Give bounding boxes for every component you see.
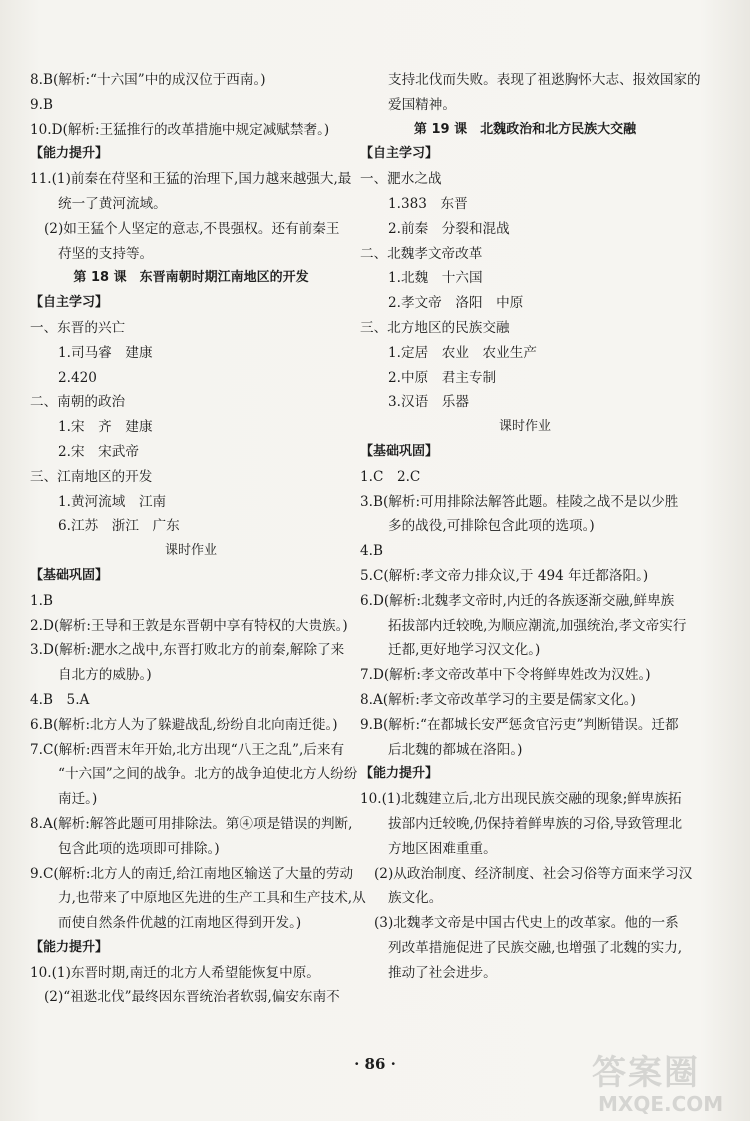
text-line: 6.D(解析:北魏孝文帝时,内迁的各族逐渐交融,鲜卑族 xyxy=(360,592,675,609)
text-line: 二、北魏孝文帝改革 xyxy=(360,245,483,262)
text-line: 2.前秦 分裂和混战 xyxy=(388,220,510,237)
section-heading: 【基础巩固】 xyxy=(30,567,109,583)
lesson-title: 第 19 课 北魏政治和北方民族大交融 xyxy=(413,121,637,137)
text-line: 3.B(解析:可用排除法解答此题。桂陵之战不是以少胜 xyxy=(360,493,679,510)
text-line: 族文化。 xyxy=(388,890,443,907)
text-line: 1.黄河流域 江南 xyxy=(58,493,167,510)
text-line: 苻坚的支持等。 xyxy=(58,245,154,262)
subsection-title: 课时作业 xyxy=(498,419,551,435)
text-line: “十六国”之间的战争。北方的战争迫使北方人纷纷 xyxy=(58,766,358,783)
text-line: 2.中原 君主专制 xyxy=(388,369,497,386)
text-line: 支持北伐而失败。表现了祖逖胸怀大志、报效国家的 xyxy=(388,72,701,88)
text-line: 2.孝文帝 洛阳 中原 xyxy=(388,295,524,312)
text-line: 南迁。) xyxy=(58,791,98,808)
subsection-title: 课时作业 xyxy=(164,543,217,559)
watermark-logo xyxy=(592,1053,742,1117)
text-line: 2.D(解析:王导和王敦是东晋朝中享有特权的大贵族。) xyxy=(30,617,348,634)
text-line: (3)北魏孝文帝是中国古代史上的改革家。他的一系 xyxy=(374,915,679,932)
text-line: 6.江苏 浙江 广东 xyxy=(58,518,180,535)
text-line: 9.B(解析:“在都城长安严惩贪官污吏”判断错误。迁都 xyxy=(360,716,679,733)
text-line: (2)从政治制度、经济制度、社会习俗等方面来学习汉 xyxy=(374,865,693,882)
right-column xyxy=(360,68,701,985)
text-line: 三、江南地区的开发 xyxy=(30,468,153,485)
text-line: 力,也带来了中原地区先进的生产工具和生产技术,从 xyxy=(58,890,366,907)
text-line: 6.B(解析:北方人为了躲避战乱,纷纷自北向南迁徙。) xyxy=(30,716,338,733)
text-line: 2.宋 宋武帝 xyxy=(58,443,139,460)
text-line: 2.420 xyxy=(58,369,97,386)
section-heading: 【自主学习】 xyxy=(360,146,439,162)
page-number: · 86 · xyxy=(354,1055,396,1073)
text-line: (2)“祖逖北伐”最终因东晋统治者软弱,偏安东南不 xyxy=(44,989,340,1006)
text-line: 7.D(解析:孝文帝改革中下令将鲜卑姓改为汉姓。) xyxy=(360,667,651,684)
text-line: 后北魏的都城在洛阳。) xyxy=(388,741,523,758)
text-line: 8.A(解析:孝文帝改革学习的主要是儒家文化。) xyxy=(360,691,636,708)
text-line: 三、北方地区的民族交融 xyxy=(360,319,510,336)
text-line: 1.司马睿 建康 xyxy=(58,344,153,361)
watermark-mark: 答案圈 xyxy=(592,1053,700,1093)
text-line: 推动了社会进步。 xyxy=(388,964,497,981)
text-line: 1.宋 齐 建康 xyxy=(58,419,153,436)
text-line: 1.定居 农业 农业生产 xyxy=(388,344,537,361)
section-heading: 【基础巩固】 xyxy=(360,443,439,459)
text-line: 10.(1)北魏建立后,北方出现民族交融的现象;鲜卑族拓 xyxy=(360,791,682,808)
text-line: 9.C(解析:北方人的南迁,给江南地区输送了大量的劳动 xyxy=(30,865,354,882)
text-line: 统一了黄河流域。 xyxy=(58,195,167,212)
text-line: 11.(1)前秦在苻坚和王猛的治理下,国力越来越强大,最 xyxy=(30,171,352,188)
text-line: 包含此项的选项即可排除。) xyxy=(58,840,220,857)
text-line: 9.B xyxy=(30,96,53,113)
text-line: 7.C(解析:西晋末年开始,北方出现“八王之乱”,后来有 xyxy=(30,741,345,758)
text-line: 拓拔部内迁较晚,为顺应潮流,加强统治,孝文帝实行 xyxy=(388,617,687,634)
text-line: 1.北魏 十六国 xyxy=(388,270,483,287)
text-line: 10.(1)东晋时期,南迁的北方人希望能恢复中原。 xyxy=(30,964,320,981)
text-line: 二、南朝的政治 xyxy=(30,394,126,411)
watermark-url: MXQE.COM xyxy=(598,1092,724,1116)
text-line: 一、淝水之战 xyxy=(360,171,442,188)
text-line: 1.B xyxy=(30,592,53,609)
left-column xyxy=(30,68,366,1010)
text-line: 3.汉语 乐器 xyxy=(388,394,469,411)
text-line: 10.D(解析:王猛推行的改革措施中规定减赋禁奢。) xyxy=(30,121,330,138)
section-heading: 【能力提升】 xyxy=(360,766,439,782)
text-line: (2)如王猛个人坚定的意志,不畏强权。还有前秦王 xyxy=(44,220,340,237)
text-line: 5.C(解析:孝文帝力排众议,于 494 年迁都洛阳。) xyxy=(360,567,649,584)
text-line: 方地区困难重重。 xyxy=(388,840,497,857)
text-line: 4.B xyxy=(360,543,383,560)
lesson-title: 第 18 课 东晋南朝时期江南地区的开发 xyxy=(73,270,309,286)
section-heading: 【能力提升】 xyxy=(30,146,109,162)
text-line: 一、东晋的兴亡 xyxy=(30,319,126,336)
text-line: 4.B 5.A xyxy=(30,691,90,708)
text-line: 1.C 2.C xyxy=(360,468,421,485)
text-line: 爱国精神。 xyxy=(388,96,456,113)
text-line: 迁都,更好地学习汉文化。) xyxy=(388,642,541,659)
text-line: 多的战役,可排除包含此项的选项。) xyxy=(388,518,595,535)
text-line: 而使自然条件优越的江南地区得到开发。) xyxy=(58,915,302,932)
section-heading: 【能力提升】 xyxy=(30,939,109,955)
text-line: 3.D(解析:淝水之战中,东晋打败北方的前秦,解除了来 xyxy=(30,642,345,659)
section-heading: 【自主学习】 xyxy=(30,295,109,311)
text-line: 自北方的威胁。) xyxy=(58,667,152,684)
text-line: 1.383 东晋 xyxy=(388,195,468,212)
text-line: 列改革措施促进了民族交融,也增强了北魏的实力, xyxy=(388,939,683,956)
text-line: 拔部内迁较晚,仍保持着鲜卑族的习俗,导致管理北 xyxy=(388,815,683,832)
text-line: 8.A(解析:解答此题可用排除法。第④项是错误的判断, xyxy=(30,815,353,832)
text-line: 8.B(解析:“十六国”中的成汉位于西南。) xyxy=(30,72,266,88)
